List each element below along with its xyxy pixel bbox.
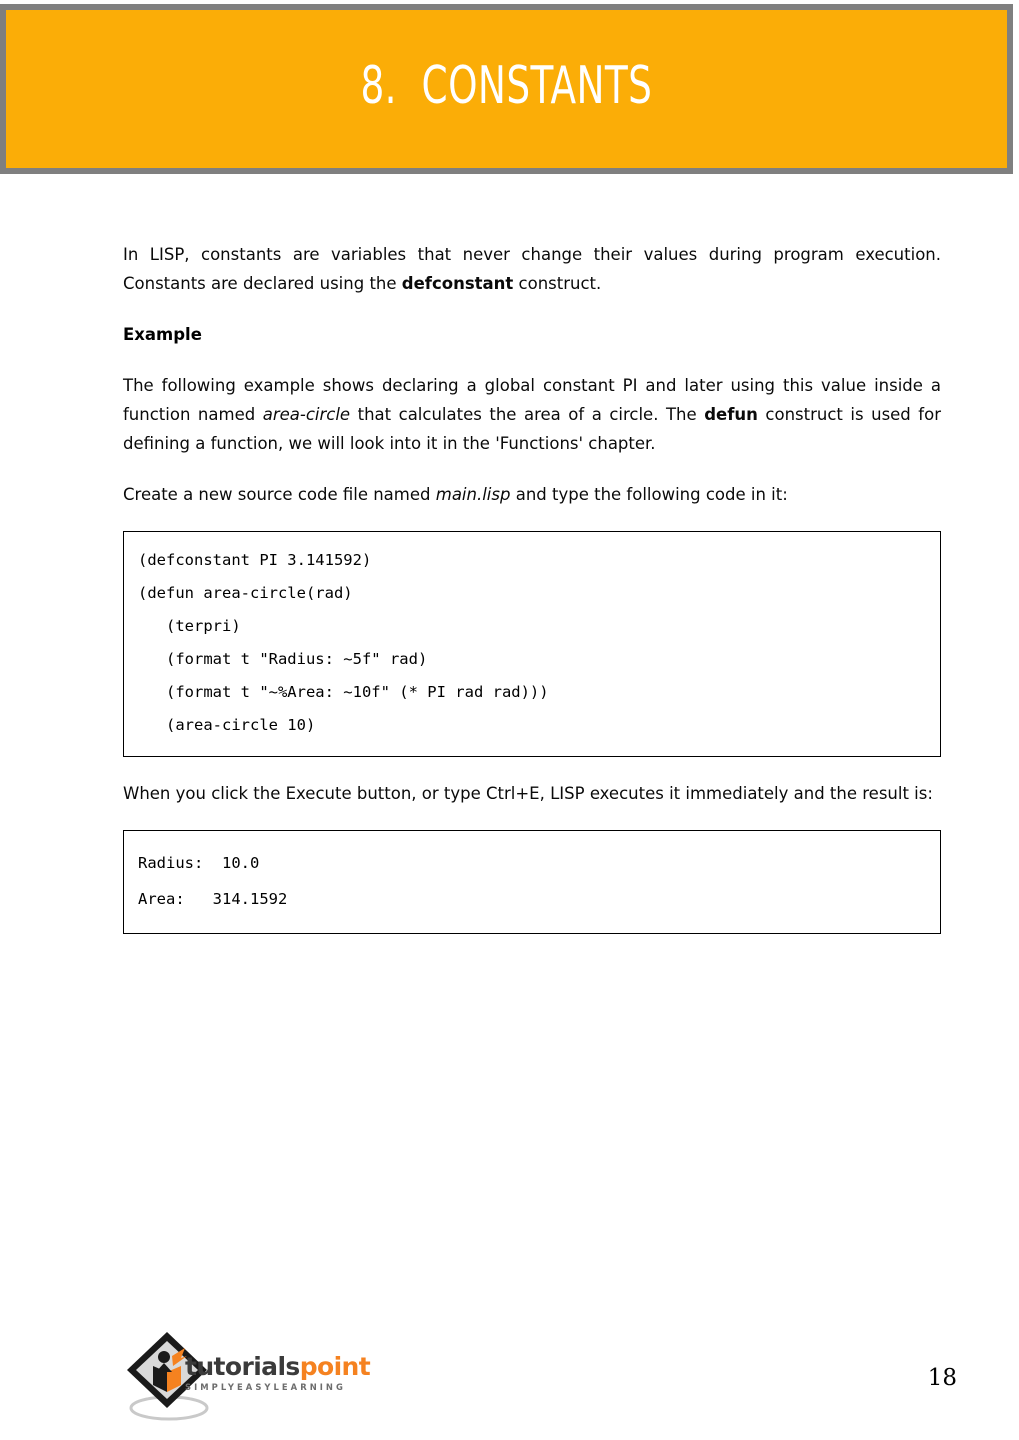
logo-word xyxy=(185,1354,385,1379)
example-desc-text-2: that calculates the area of a circle. The xyxy=(350,405,705,424)
intro-paragraph-text-2: construct. xyxy=(513,274,602,293)
example-desc-text-1: The following example shows declaring a global constant PI and later using this value inside a function named xyxy=(123,376,941,424)
output-line: Radius: 10.0 xyxy=(138,854,260,872)
example-description-paragraph xyxy=(123,371,941,458)
output-line: Area: 314.1592 xyxy=(138,890,288,908)
chapter-title: 8. CONSTANTS xyxy=(360,56,653,116)
main-lisp-filename: main.lisp xyxy=(435,485,511,504)
logo-word-tutorials: tutorials xyxy=(185,1352,300,1381)
page-footer xyxy=(0,1320,1019,1430)
create-file-paragraph xyxy=(123,480,941,509)
example-heading: Example xyxy=(123,325,202,344)
code-line: (defun area-circle(rad) xyxy=(138,584,353,602)
intro-paragraph xyxy=(123,240,941,298)
code-line: (format t "~%Area: ~10f" (* PI rad rad))) xyxy=(138,683,549,701)
document-content xyxy=(123,240,941,934)
tutorialspoint-logo xyxy=(123,1328,383,1423)
tutorialspoint-wordmark xyxy=(185,1354,385,1393)
example-desc-text-3: construct is used for defining a function, we will look into it in the 'Functions' chapter. xyxy=(123,405,941,453)
create-file-text-1: Create a new source code file named xyxy=(123,485,436,504)
code-line: (terpri) xyxy=(138,617,241,635)
code-line: (area-circle 10) xyxy=(138,716,316,734)
source-code-block xyxy=(123,531,941,757)
code-line: (format t "Radius: ~5f" rad) xyxy=(138,650,428,668)
output-result-block xyxy=(123,830,941,934)
logo-tagline: SIMPLYEASYLEARNING xyxy=(185,1382,346,1392)
logo-word-point: point xyxy=(299,1352,371,1381)
area-circle-term: area-circle xyxy=(262,405,351,424)
defconstant-keyword: defconstant xyxy=(401,274,514,293)
defun-keyword: defun xyxy=(704,405,758,424)
code-line: (defconstant PI 3.141592) xyxy=(138,551,372,569)
chapter-header-banner xyxy=(0,4,1013,174)
create-file-text-2: and type the following code in it: xyxy=(510,485,788,504)
page-number: 18 xyxy=(927,1365,957,1391)
execute-instruction-paragraph: When you click the Execute button, or type Ctrl+E, LISP executes it immediately and the result is: xyxy=(123,784,933,803)
intro-paragraph-text-1: In LISP, constants are variables that never change their values during program execution. Constants are declared using the xyxy=(123,245,941,293)
